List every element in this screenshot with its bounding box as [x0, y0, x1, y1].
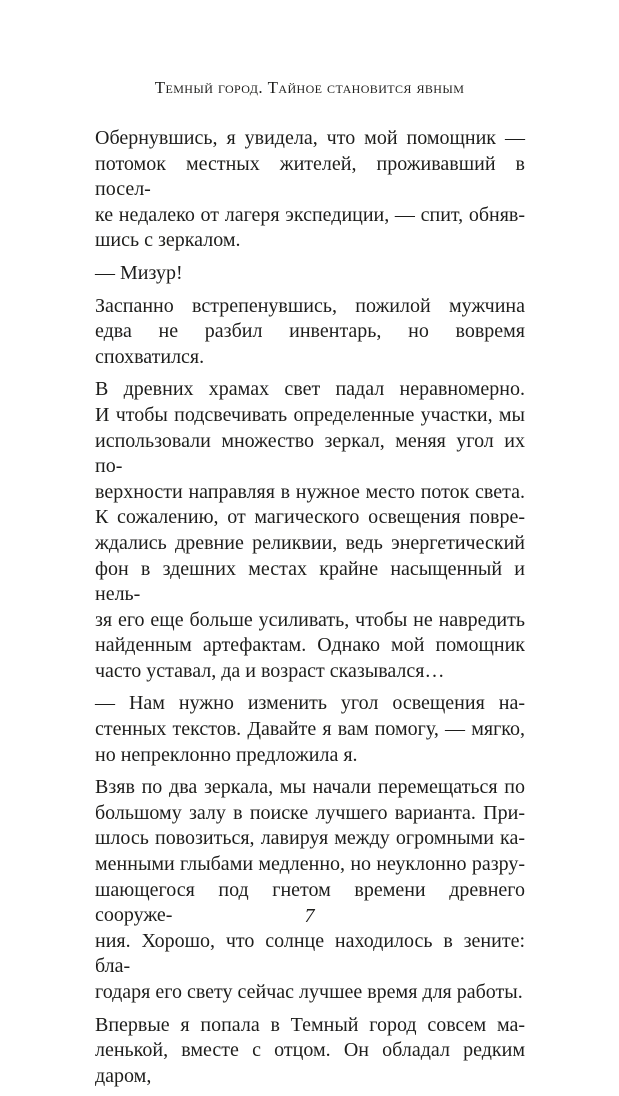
text-line: шлось повозиться, лавируя между огромными ка-: [95, 827, 525, 850]
text-line: — Мизур!: [95, 261, 183, 284]
text-line: годаря его свету сейчас лучшее время для работы.: [95, 981, 523, 1003]
text-line: Обернувшись, я увидела, что мой помощник —: [95, 127, 525, 149]
paragraph: [95, 294, 525, 371]
text-line: шающегося под гнетом времени древнего сооруже-: [95, 878, 525, 927]
text-line: К сожалению, от магического освещения повре-: [95, 506, 525, 529]
text-line: ния. Хорошо, что солнце находилось в зените: бла-: [95, 929, 525, 978]
paragraph: [95, 377, 525, 684]
text-line: найденным артефактам. Однако мой помощник: [95, 634, 525, 657]
text-line: менными глыбами медленно, но неуклонно разру-: [95, 853, 525, 876]
text-line: Заспанно встрепенувшись, пожилой мужчина: [95, 294, 525, 317]
body-text: [95, 126, 525, 1096]
text-line: зя его еще больше усиливать, чтобы не навредить: [95, 608, 525, 631]
text-line: ждались древние реликвии, ведь энергетический: [95, 531, 525, 554]
text-line: — Нам нужно изменить угол освещения на-: [95, 692, 525, 715]
paragraph: [95, 691, 525, 768]
text-line: большому залу в поиске лучшего варианта. При-: [95, 801, 525, 824]
text-line: И чтобы подсвечивать определенные участки, мы: [95, 403, 525, 426]
text-line: Взяв по два зеркала, мы начали перемещаться по: [95, 776, 525, 799]
text-line: верхности направляя в нужное место поток света.: [95, 480, 525, 503]
paragraph: [95, 261, 525, 287]
text-line: потомок местных жителей, проживавший в посел-: [95, 152, 525, 201]
text-line: ленькой, вместе с отцом. Он обладал редким даром,: [95, 1039, 525, 1087]
page-number: 7: [304, 905, 315, 927]
text-line: Впервые я попала в Темный город совсем ма-: [95, 1013, 525, 1036]
text-line: шись с зеркалом.: [95, 229, 241, 252]
text-line: ке недалеко от лагеря экспедиции, — спит, обняв-: [95, 203, 525, 226]
paragraph: [95, 775, 525, 1005]
text-line: В древних храмах свет падал неравномерно.: [95, 378, 525, 401]
paragraph: [95, 1013, 525, 1090]
text-line: часто уставал, да и возраст сказывался…: [95, 659, 445, 682]
running-header: Темный город. Тайное становится явным: [154, 78, 465, 97]
text-line: использовали множество зеркал, меняя угол их по-: [95, 429, 525, 478]
text-line: едва не разбил инвентарь, но вовремя спохватился.: [95, 320, 525, 368]
text-line: стенных текстов. Давайте я вам помогу, — мягко,: [95, 718, 525, 741]
text-line: фон в здешних местах крайне насыщенный и нель-: [95, 557, 525, 606]
paragraph: [95, 126, 525, 254]
text-line: но непреклонно предложила я.: [95, 743, 358, 766]
